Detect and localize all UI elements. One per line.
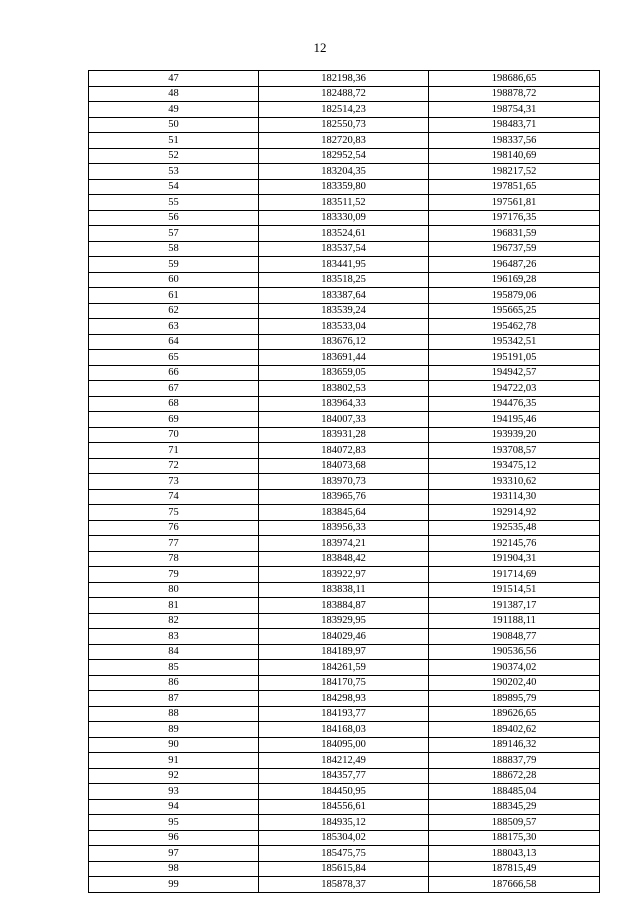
table-row — [89, 753, 600, 769]
point-number-cell: 85 — [89, 660, 259, 676]
table-row — [89, 365, 600, 381]
x-coordinate-cell: 183845,64 — [259, 505, 429, 521]
point-number-cell: 78 — [89, 551, 259, 567]
x-coordinate-cell: 182550,73 — [259, 117, 429, 133]
y-coordinate-cell: 195462,78 — [429, 319, 600, 335]
x-coordinate-cell: 184170,75 — [259, 675, 429, 691]
x-coordinate-cell: 183204,35 — [259, 164, 429, 180]
y-coordinate-cell: 187815,49 — [429, 861, 600, 877]
x-coordinate-cell: 182952,54 — [259, 148, 429, 164]
table-row — [89, 582, 600, 598]
y-coordinate-cell: 188485,04 — [429, 784, 600, 800]
x-coordinate-cell: 184029,46 — [259, 629, 429, 645]
point-number-cell: 73 — [89, 474, 259, 490]
table-row — [89, 195, 600, 211]
y-coordinate-cell: 196737,59 — [429, 241, 600, 257]
y-coordinate-cell: 198483,71 — [429, 117, 600, 133]
point-number-cell: 82 — [89, 613, 259, 629]
point-number-cell: 70 — [89, 427, 259, 443]
point-number-cell: 84 — [89, 644, 259, 660]
table-row — [89, 319, 600, 335]
x-coordinate-cell: 183970,73 — [259, 474, 429, 490]
x-coordinate-cell: 183441,95 — [259, 257, 429, 273]
point-number-cell: 66 — [89, 365, 259, 381]
point-number-cell: 54 — [89, 179, 259, 195]
point-number-cell: 59 — [89, 257, 259, 273]
table-row — [89, 629, 600, 645]
table-row — [89, 489, 600, 505]
y-coordinate-cell: 188672,28 — [429, 768, 600, 784]
table-row — [89, 660, 600, 676]
x-coordinate-cell: 183511,52 — [259, 195, 429, 211]
x-coordinate-cell: 185475,75 — [259, 846, 429, 862]
x-coordinate-cell: 183387,64 — [259, 288, 429, 304]
table-row — [89, 861, 600, 877]
point-number-cell: 77 — [89, 536, 259, 552]
table-row — [89, 799, 600, 815]
x-coordinate-cell: 183659,05 — [259, 365, 429, 381]
point-number-cell: 55 — [89, 195, 259, 211]
table-row — [89, 179, 600, 195]
table-row — [89, 877, 600, 893]
x-coordinate-cell: 184212,49 — [259, 753, 429, 769]
x-coordinate-cell: 183537,54 — [259, 241, 429, 257]
point-number-cell: 75 — [89, 505, 259, 521]
x-coordinate-cell: 184450,95 — [259, 784, 429, 800]
y-coordinate-cell: 194195,46 — [429, 412, 600, 428]
point-number-cell: 76 — [89, 520, 259, 536]
x-coordinate-cell: 183848,42 — [259, 551, 429, 567]
table-row — [89, 210, 600, 226]
x-coordinate-cell: 184357,77 — [259, 768, 429, 784]
coordinates-table — [88, 70, 600, 893]
x-coordinate-cell: 184072,83 — [259, 443, 429, 459]
y-coordinate-cell: 195191,05 — [429, 350, 600, 366]
y-coordinate-cell: 193939,20 — [429, 427, 600, 443]
table-row — [89, 412, 600, 428]
page-number: 12 — [313, 40, 327, 55]
y-coordinate-cell: 193475,12 — [429, 458, 600, 474]
y-coordinate-cell: 193310,62 — [429, 474, 600, 490]
table-row — [89, 520, 600, 536]
y-coordinate-cell: 193114,30 — [429, 489, 600, 505]
coordinates-table-body — [89, 71, 600, 893]
point-number-cell: 72 — [89, 458, 259, 474]
x-coordinate-cell: 183964,33 — [259, 396, 429, 412]
x-coordinate-cell: 183524,61 — [259, 226, 429, 242]
table-row — [89, 148, 600, 164]
y-coordinate-cell: 190848,77 — [429, 629, 600, 645]
point-number-cell: 49 — [89, 102, 259, 118]
x-coordinate-cell: 183929,95 — [259, 613, 429, 629]
x-coordinate-cell: 184168,03 — [259, 722, 429, 738]
table-row — [89, 815, 600, 831]
table-row — [89, 706, 600, 722]
x-coordinate-cell: 184193,77 — [259, 706, 429, 722]
table-row — [89, 303, 600, 319]
x-coordinate-cell: 184261,59 — [259, 660, 429, 676]
x-coordinate-cell: 184298,93 — [259, 691, 429, 707]
x-coordinate-cell: 183359,80 — [259, 179, 429, 195]
table-row — [89, 381, 600, 397]
point-number-cell: 50 — [89, 117, 259, 133]
point-number-cell: 64 — [89, 334, 259, 350]
table-row — [89, 272, 600, 288]
point-number-cell: 74 — [89, 489, 259, 505]
y-coordinate-cell: 197851,65 — [429, 179, 600, 195]
point-number-cell: 71 — [89, 443, 259, 459]
table-row — [89, 71, 600, 87]
table-row — [89, 257, 600, 273]
x-coordinate-cell: 183518,25 — [259, 272, 429, 288]
table-row — [89, 133, 600, 149]
y-coordinate-cell: 197176,35 — [429, 210, 600, 226]
table-row — [89, 334, 600, 350]
table-row — [89, 474, 600, 490]
point-number-cell: 86 — [89, 675, 259, 691]
table-row — [89, 567, 600, 583]
point-number-cell: 80 — [89, 582, 259, 598]
point-number-cell: 81 — [89, 598, 259, 614]
point-number-cell: 97 — [89, 846, 259, 862]
point-number-cell: 51 — [89, 133, 259, 149]
x-coordinate-cell: 183974,21 — [259, 536, 429, 552]
table-row — [89, 551, 600, 567]
x-coordinate-cell: 183691,44 — [259, 350, 429, 366]
x-coordinate-cell: 184556,61 — [259, 799, 429, 815]
x-coordinate-cell: 183330,09 — [259, 210, 429, 226]
y-coordinate-cell: 188175,30 — [429, 830, 600, 846]
y-coordinate-cell: 194942,57 — [429, 365, 600, 381]
table-row — [89, 350, 600, 366]
point-number-cell: 98 — [89, 861, 259, 877]
point-number-cell: 58 — [89, 241, 259, 257]
point-number-cell: 62 — [89, 303, 259, 319]
x-coordinate-cell: 182488,72 — [259, 86, 429, 102]
point-number-cell: 87 — [89, 691, 259, 707]
table-row — [89, 536, 600, 552]
point-number-cell: 95 — [89, 815, 259, 831]
x-coordinate-cell: 185304,02 — [259, 830, 429, 846]
x-coordinate-cell: 182720,83 — [259, 133, 429, 149]
y-coordinate-cell: 188509,57 — [429, 815, 600, 831]
y-coordinate-cell: 191387,17 — [429, 598, 600, 614]
point-number-cell: 90 — [89, 737, 259, 753]
x-coordinate-cell: 183676,12 — [259, 334, 429, 350]
y-coordinate-cell: 198337,56 — [429, 133, 600, 149]
x-coordinate-cell: 184935,12 — [259, 815, 429, 831]
x-coordinate-cell: 183922,97 — [259, 567, 429, 583]
table-row — [89, 117, 600, 133]
table-row — [89, 226, 600, 242]
point-number-cell: 53 — [89, 164, 259, 180]
point-number-cell: 67 — [89, 381, 259, 397]
table-row — [89, 737, 600, 753]
y-coordinate-cell: 190536,56 — [429, 644, 600, 660]
point-number-cell: 89 — [89, 722, 259, 738]
table-row — [89, 443, 600, 459]
point-number-cell: 56 — [89, 210, 259, 226]
table-row — [89, 241, 600, 257]
point-number-cell: 61 — [89, 288, 259, 304]
x-coordinate-cell: 183838,11 — [259, 582, 429, 598]
y-coordinate-cell: 191714,69 — [429, 567, 600, 583]
y-coordinate-cell: 196169,28 — [429, 272, 600, 288]
point-number-cell: 91 — [89, 753, 259, 769]
y-coordinate-cell: 190202,40 — [429, 675, 600, 691]
y-coordinate-cell: 187666,58 — [429, 877, 600, 893]
table-row — [89, 288, 600, 304]
point-number-cell: 52 — [89, 148, 259, 164]
table-row — [89, 784, 600, 800]
y-coordinate-cell: 189895,79 — [429, 691, 600, 707]
y-coordinate-cell: 191904,31 — [429, 551, 600, 567]
table-row — [89, 768, 600, 784]
y-coordinate-cell: 188837,79 — [429, 753, 600, 769]
y-coordinate-cell: 189402,62 — [429, 722, 600, 738]
x-coordinate-cell: 183884,87 — [259, 598, 429, 614]
y-coordinate-cell: 188345,29 — [429, 799, 600, 815]
y-coordinate-cell: 192914,92 — [429, 505, 600, 521]
y-coordinate-cell: 191514,51 — [429, 582, 600, 598]
point-number-cell: 93 — [89, 784, 259, 800]
x-coordinate-cell: 183539,24 — [259, 303, 429, 319]
x-coordinate-cell: 184073,68 — [259, 458, 429, 474]
x-coordinate-cell: 182198,36 — [259, 71, 429, 87]
point-number-cell: 69 — [89, 412, 259, 428]
table-row — [89, 830, 600, 846]
y-coordinate-cell: 195665,25 — [429, 303, 600, 319]
y-coordinate-cell: 197561,81 — [429, 195, 600, 211]
point-number-cell: 57 — [89, 226, 259, 242]
y-coordinate-cell: 192145,76 — [429, 536, 600, 552]
table-row — [89, 722, 600, 738]
point-number-cell: 48 — [89, 86, 259, 102]
y-coordinate-cell: 195342,51 — [429, 334, 600, 350]
y-coordinate-cell: 198140,69 — [429, 148, 600, 164]
point-number-cell: 94 — [89, 799, 259, 815]
table-row — [89, 644, 600, 660]
y-coordinate-cell: 196831,59 — [429, 226, 600, 242]
table-row — [89, 102, 600, 118]
y-coordinate-cell: 198878,72 — [429, 86, 600, 102]
point-number-cell: 60 — [89, 272, 259, 288]
table-row — [89, 846, 600, 862]
table-row — [89, 458, 600, 474]
x-coordinate-cell: 183931,28 — [259, 427, 429, 443]
x-coordinate-cell: 183956,33 — [259, 520, 429, 536]
point-number-cell: 88 — [89, 706, 259, 722]
table-row — [89, 598, 600, 614]
point-number-cell: 79 — [89, 567, 259, 583]
table-row — [89, 164, 600, 180]
y-coordinate-cell: 193708,57 — [429, 443, 600, 459]
x-coordinate-cell: 185878,37 — [259, 877, 429, 893]
y-coordinate-cell: 191188,11 — [429, 613, 600, 629]
y-coordinate-cell: 194476,35 — [429, 396, 600, 412]
point-number-cell: 68 — [89, 396, 259, 412]
x-coordinate-cell: 183802,53 — [259, 381, 429, 397]
y-coordinate-cell: 195879,06 — [429, 288, 600, 304]
y-coordinate-cell: 192535,48 — [429, 520, 600, 536]
table-row — [89, 396, 600, 412]
y-coordinate-cell: 189626,65 — [429, 706, 600, 722]
table-row — [89, 691, 600, 707]
table-row — [89, 427, 600, 443]
x-coordinate-cell: 183533,04 — [259, 319, 429, 335]
table-row — [89, 86, 600, 102]
y-coordinate-cell: 198754,31 — [429, 102, 600, 118]
x-coordinate-cell: 182514,23 — [259, 102, 429, 118]
y-coordinate-cell: 188043,13 — [429, 846, 600, 862]
x-coordinate-cell: 185615,84 — [259, 861, 429, 877]
point-number-cell: 65 — [89, 350, 259, 366]
point-number-cell: 83 — [89, 629, 259, 645]
point-number-cell: 92 — [89, 768, 259, 784]
y-coordinate-cell: 194722,03 — [429, 381, 600, 397]
y-coordinate-cell: 198217,52 — [429, 164, 600, 180]
table-row — [89, 675, 600, 691]
table-row — [89, 613, 600, 629]
y-coordinate-cell: 196487,26 — [429, 257, 600, 273]
point-number-cell: 99 — [89, 877, 259, 893]
x-coordinate-cell: 184189,97 — [259, 644, 429, 660]
x-coordinate-cell: 183965,76 — [259, 489, 429, 505]
table-row — [89, 505, 600, 521]
point-number-cell: 47 — [89, 71, 259, 87]
y-coordinate-cell: 189146,32 — [429, 737, 600, 753]
x-coordinate-cell: 184095,00 — [259, 737, 429, 753]
y-coordinate-cell: 190374,02 — [429, 660, 600, 676]
point-number-cell: 63 — [89, 319, 259, 335]
x-coordinate-cell: 184007,33 — [259, 412, 429, 428]
point-number-cell: 96 — [89, 830, 259, 846]
y-coordinate-cell: 198686,65 — [429, 71, 600, 87]
